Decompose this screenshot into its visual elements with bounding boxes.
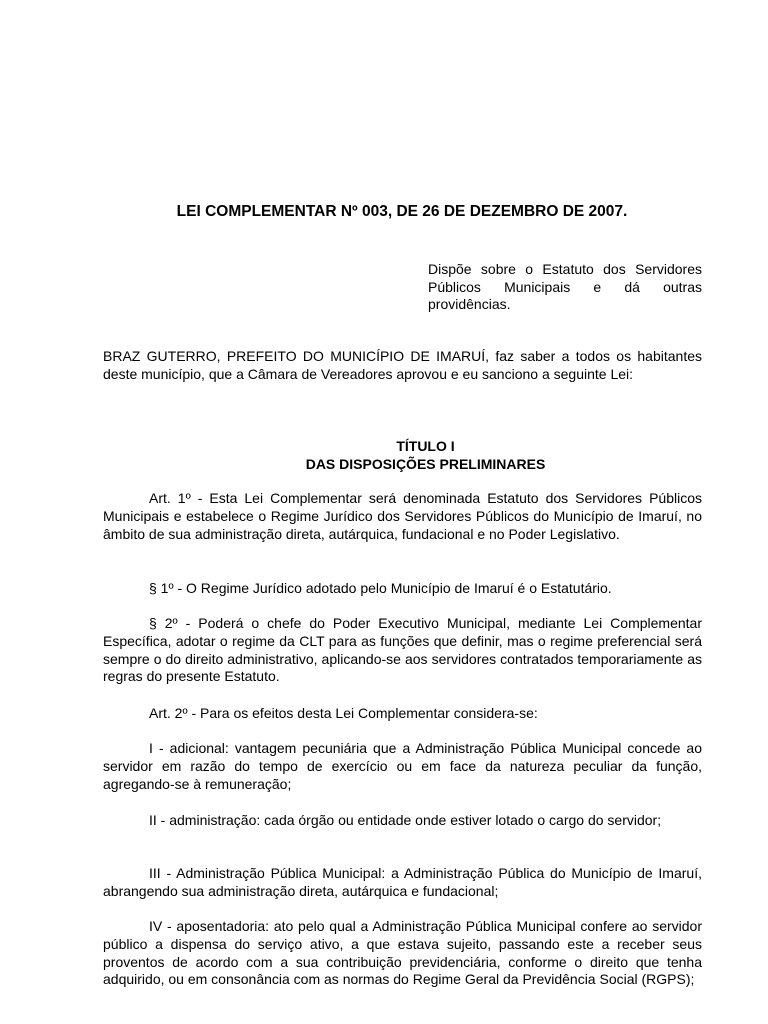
section-heading xyxy=(103,437,748,473)
article-paragraph: § 1º - O Regime Jurídico adotado pelo Município de Imaruí é o Estatutário. xyxy=(149,580,612,596)
article-paragraph: Art. 2º - Para os efeitos desta Lei Complementar considera-se: xyxy=(149,705,538,721)
titulo-label: TÍTULO I xyxy=(396,438,455,454)
article-paragraph: § 2º - Poderá o chefe do Poder Executivo Municipal, mediante Lei Complementar Específica, adotar o regime da CLT para as funções que definir, mas o regime preferencial será sempre o do direito administrativo, aplicando-se aos servidores contratados temporariamente as regras do presente Estatuto. xyxy=(103,615,702,685)
article-paragraph: I - adicional: vantagem pecuniária que a Administração Pública Municipal concede ao servidor em razão do tempo de exercício ou em face da natureza peculiar da função, agregando-se à remuneração; xyxy=(103,740,702,792)
law-ementa: Dispõe sobre o Estatuto dos Servidores Públicos Municipais e dá outras providências. xyxy=(428,261,702,313)
article-paragraph: IV - aposentadoria: ato pelo qual a Administração Pública Municipal confere ao servidor público a dispensa do serviço ativo, a que estava sujeito, passando este a receber seus proventos de acordo com a sua contribuição previdenciária, conforme o direito que tenha adquirido, ou em consonância com as normas do Regime Geral da Previdência Social (RGPS); xyxy=(103,918,702,988)
preamble: BRAZ GUTERRO, PREFEITO DO MUNICÍPIO DE IMARUÍ, faz saber a todos os habitantes deste município, que a Câmara de Vereadores aprovou e eu sanciono a seguinte Lei: xyxy=(103,348,702,382)
titulo-subtitle: DAS DISPOSIÇÕES PRELIMINARES xyxy=(305,456,546,472)
law-title: LEI COMPLEMENTAR Nº 003, DE 26 DE DEZEMBRO DE 2007. xyxy=(176,203,628,220)
article-paragraph: Art. 1º - Esta Lei Complementar será denominada Estatuto dos Servidores Públicos Municipais e estabelece o Regime Jurídico dos Servidores Públicos do Município de Imaruí, no âmbito de sua administração direta, autárquica, fundacional e no Poder Legislativo. xyxy=(103,490,702,542)
article-paragraph: II - administração: cada órgão ou entidade onde estiver lotado o cargo do servidor; xyxy=(149,812,662,828)
article-paragraph: III - Administração Pública Municipal: a Administração Pública do Município de Imaruí, abrangendo sua administração direta, autárquica e fundacional; xyxy=(103,865,702,899)
